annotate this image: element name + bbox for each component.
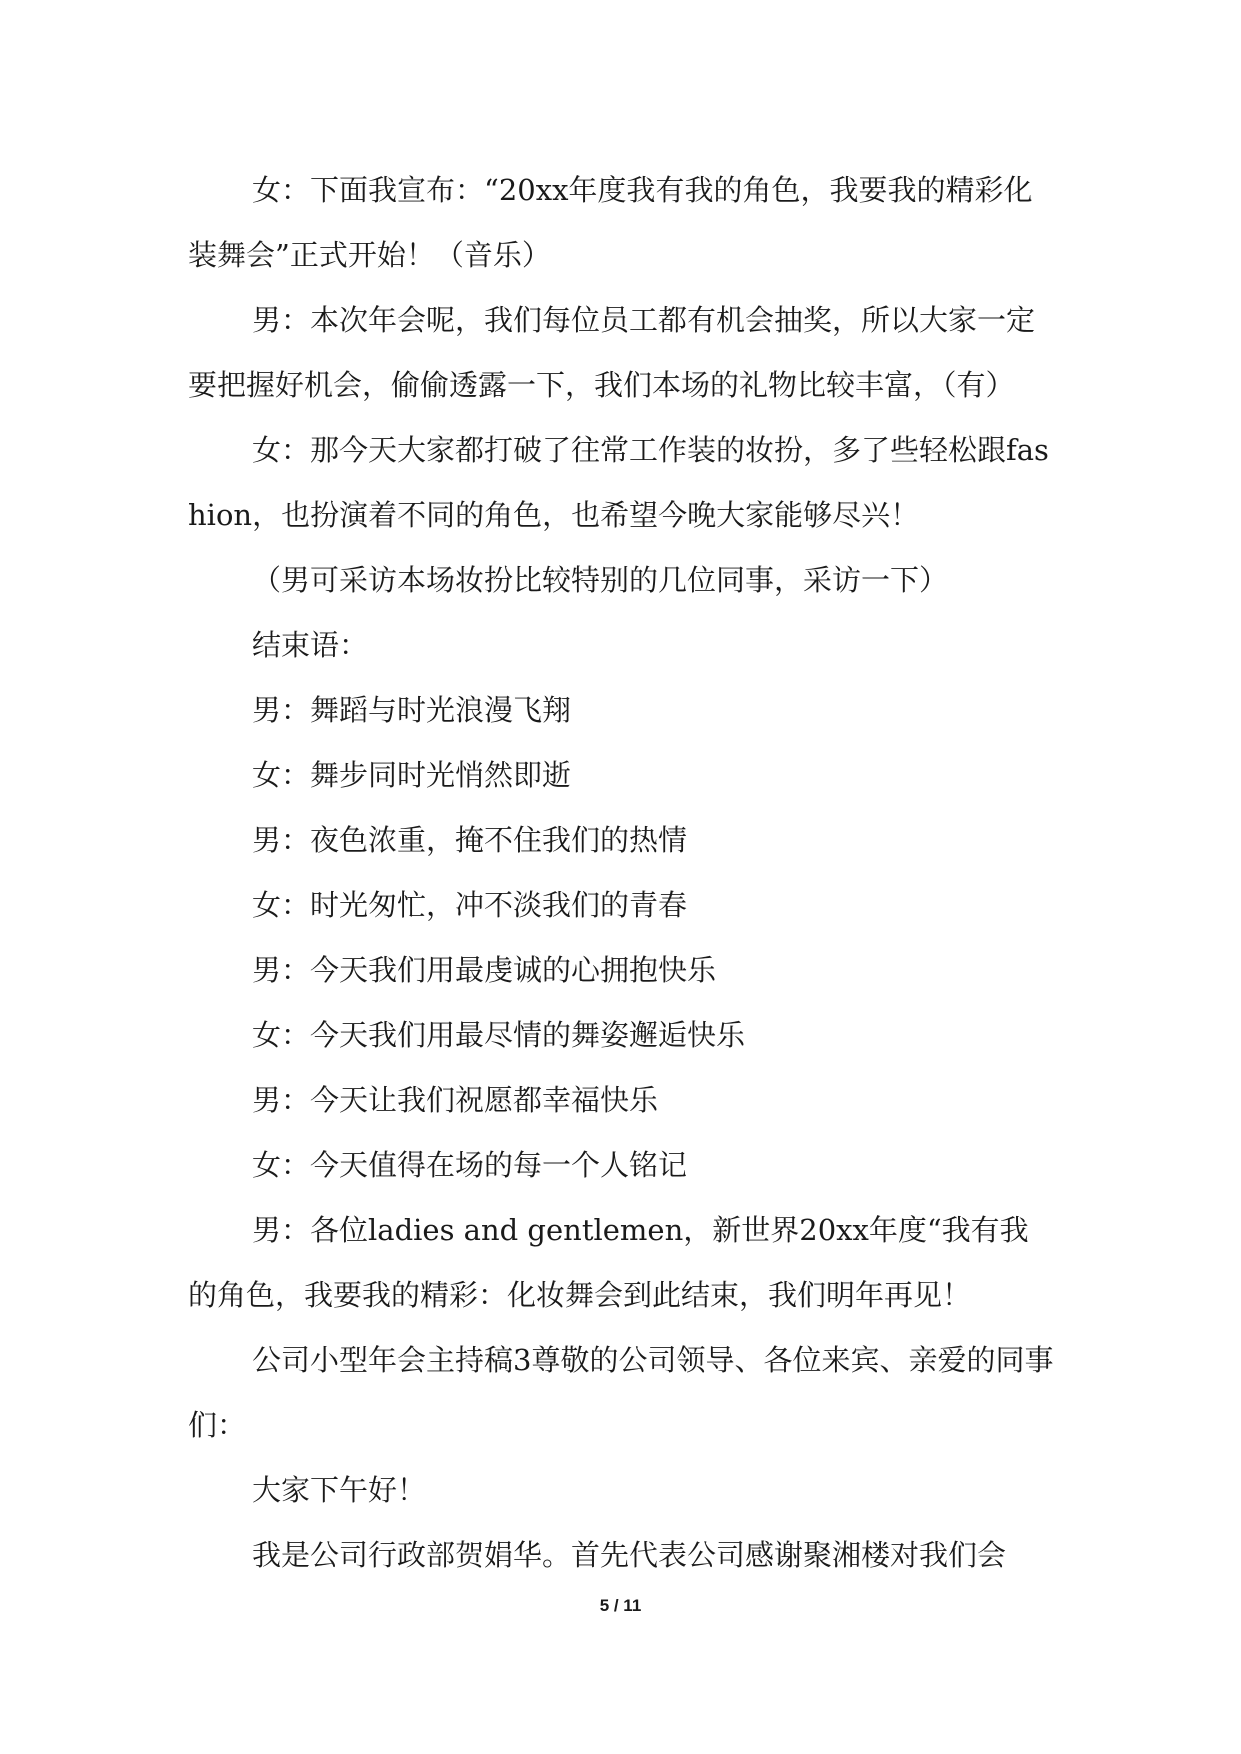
paragraph: 女：时光匆忙，冲不淡我们的青春: [252, 888, 688, 922]
paragraph: 我是公司行政部贺娟华。首先代表公司感谢聚湘楼对我们会: [252, 1538, 1007, 1572]
document-body: [188, 158, 1056, 1588]
paragraph: 男：今天我们用最虔诚的心拥抱快乐: [252, 953, 717, 987]
paragraph: （男可采访本场妆扮比较特别的几位同事，采访一下）: [252, 563, 949, 597]
paragraph: 男：本次年会呢，我们每位员工都有机会抽奖，所以大家一定要把握好机会，偷偷透露一下，我们本场的礼物比较丰富，（有）: [188, 303, 1036, 402]
page-number: 5 / 11: [599, 1596, 642, 1615]
paragraph: 男：今天让我们祝愿都幸福快乐: [252, 1083, 659, 1117]
paragraph: 女：下面我宣布：“20xx年度我有我的角色，我要我的精彩化装舞会”正式开始！（音乐）: [188, 173, 1033, 272]
paragraph: 女：今天值得在场的每一个人铭记: [252, 1148, 688, 1182]
paragraph: 男：舞蹈与时光浪漫飞翔: [252, 693, 572, 727]
paragraph: 女：那今天大家都打破了往常工作装的妆扮，多了些轻松跟fashion，也扮演着不同的角色，也希望今晚大家能够尽兴！: [188, 433, 1049, 532]
paragraph: 男：夜色浓重，掩不住我们的热情: [252, 823, 688, 857]
paragraph: 女：舞步同时光悄然即逝: [252, 758, 572, 792]
paragraph: 大家下午好！: [252, 1473, 427, 1507]
paragraph: 结束语：: [252, 628, 369, 662]
paragraph: 男：各位ladies and gentlemen，新世界20xx年度“我有我的角色，我要我的精彩：化妆舞会到此结束，我们明年再见！: [188, 1213, 1029, 1312]
paragraph: 公司小型年会主持稿3尊敬的公司领导、各位来宾、亲爱的同事们：: [188, 1343, 1054, 1442]
paragraph: 女：今天我们用最尽情的舞姿邂逅快乐: [252, 1018, 746, 1052]
